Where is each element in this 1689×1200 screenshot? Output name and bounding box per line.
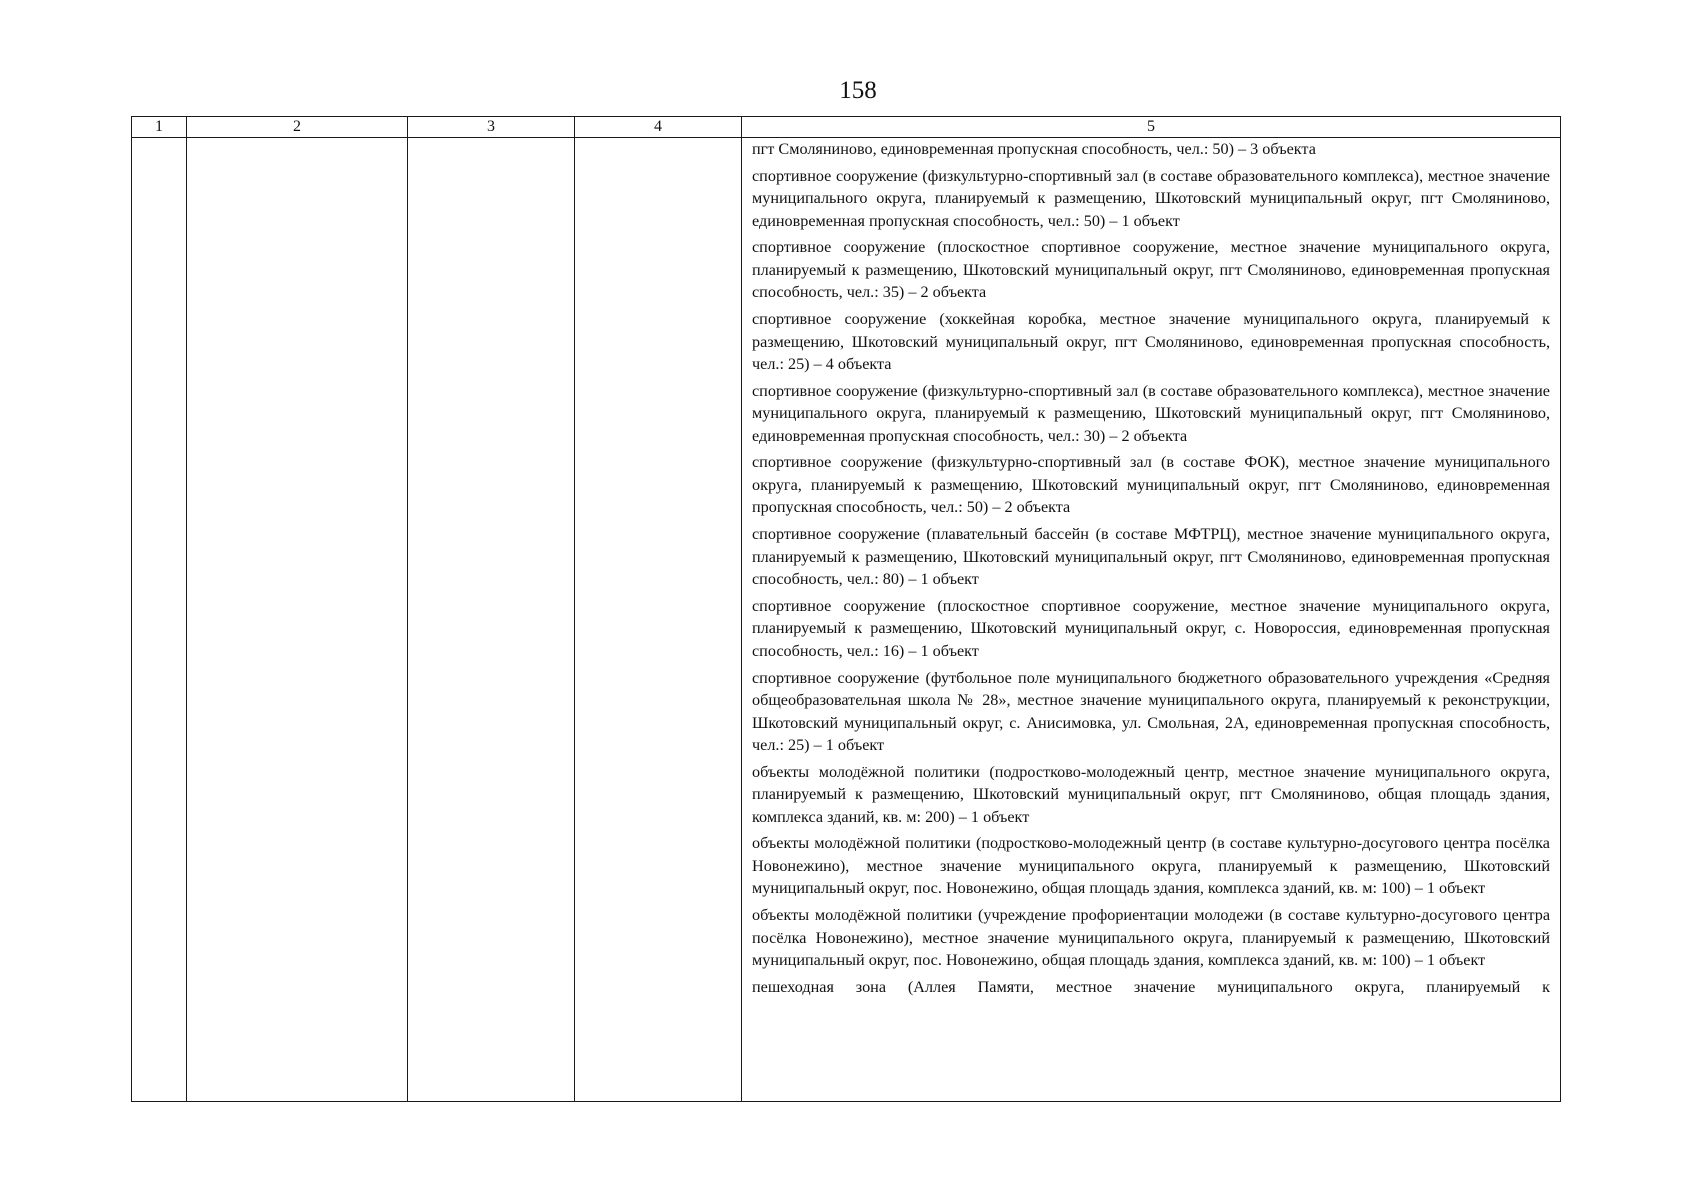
list-item: спортивное сооружение (плавательный бассейн (в составе МФТРЦ), местное значение муниципального округа, планируемый к размещению, Шкотовский муниципальный округ, пгт Смоляниново, единовременная пропускная способность, чел.: 80) – 1 объект xyxy=(752,525,1550,589)
column-header-5: 5 xyxy=(742,117,1561,138)
list-item: спортивное сооружение (физкультурно-спортивный зал (в составе образовательного комплекса), местное значение муниципального округа, планируемый к размещению, Шкотовский муниципальный округ, пгт Смоляниново, единовременная пропускная способность, чел.: 50) – 1 объект xyxy=(752,166,1550,230)
cell-column-5 xyxy=(742,138,1561,1102)
column-header-2: 2 xyxy=(187,117,408,138)
cell-column-2 xyxy=(187,138,408,1102)
cell-column-1 xyxy=(132,138,187,1102)
table-row xyxy=(132,138,1561,1102)
column-header-3: 3 xyxy=(408,117,575,138)
list-item: пгт Смоляниново, единовременная пропускная способность, чел.: 50) – 3 объекта xyxy=(752,140,1316,158)
list-item: объекты молодёжной политики (подростково-молодежный центр (в составе культурно-досугового центра посёлка Новонежино), местное значение муниципального округа, планируемый к размещению, Шкотовский муниципальный округ, пос. Новонежино, общая площадь здания, комплекса зданий, кв. м: 100) – 1 объект xyxy=(752,834,1550,898)
header-row xyxy=(132,117,1561,138)
list-item: спортивное сооружение (физкультурно-спортивный зал (в составе образовательного комплекса), местное значение муниципального округа, планируемый к размещению, Шкотовский муниципальный округ, пгт Смоляниново, единовременная пропускная способность, чел.: 30) – 2 объекта xyxy=(752,381,1550,445)
list-item: пешеходная зона (Аллея Памяти, местное значение муниципального округа, планируемый к xyxy=(752,977,1550,996)
list-item: спортивное сооружение (хоккейная коробка, местное значение муниципального округа, планируемый к размещению, Шкотовский муниципальный округ, пгт Смоляниново, единовременная пропускная способность, чел.: 25) – 4 объекта xyxy=(752,310,1550,374)
list-item: объекты молодёжной политики (подростково-молодежный центр, местное значение муниципального округа, планируемый к размещению, Шкотовский муниципальный округ, пгт Смоляниново, общая площадь здания, комплекса зданий, кв. м: 200) – 1 объект xyxy=(752,762,1550,826)
document-table xyxy=(131,116,1561,1102)
cell-column-4 xyxy=(575,138,742,1102)
list-item: спортивное сооружение (плоскостное спортивное сооружение, местное значение муниципального округа, планируемый к размещению, Шкотовский муниципальный округ, с. Новороссия, единовременная пропускная способность, чел.: 16) – 1 объект xyxy=(752,596,1550,660)
page-number: 158 xyxy=(839,77,877,104)
column-header-4: 4 xyxy=(575,117,742,138)
column5-entry-list xyxy=(742,138,1560,998)
list-item: объекты молодёжной политики (учреждение профориентации молодежи (в составе культурно-досугового центра посёлка Новонежино), местное значение муниципального округа, планируемый к размещению, Шкотовский муниципальный округ, пос. Новонежино, общая площадь здания, комплекса зданий, кв. м: 100) – 1 объект xyxy=(752,906,1550,970)
cell-column-3 xyxy=(408,138,575,1102)
list-item: спортивное сооружение (футбольное поле муниципального бюджетного образовательного учреждения «Средняя общеобразовательная школа № 28», местное значение муниципального округа, планируемый к реконструкции, Шкотовский муниципальный округ, с. Анисимовка, ул. Смольная, 2А, единовременная пропускная способность, чел.: 25) – 1 объект xyxy=(752,668,1550,754)
list-item: спортивное сооружение (физкультурно-спортивный зал (в составе ФОК), местное значение муниципального округа, планируемый к размещению, Шкотовский муниципальный округ, пгт Смоляниново, единовременная пропускная способность, чел.: 50) – 2 объекта xyxy=(752,453,1550,517)
column-header-1: 1 xyxy=(132,117,187,138)
list-item: спортивное сооружение (плоскостное спортивное сооружение, местное значение муниципального округа, планируемый к размещению, Шкотовский муниципальный округ, пгт Смоляниново, единовременная пропускная способность, чел.: 35) – 2 объекта xyxy=(752,238,1550,302)
